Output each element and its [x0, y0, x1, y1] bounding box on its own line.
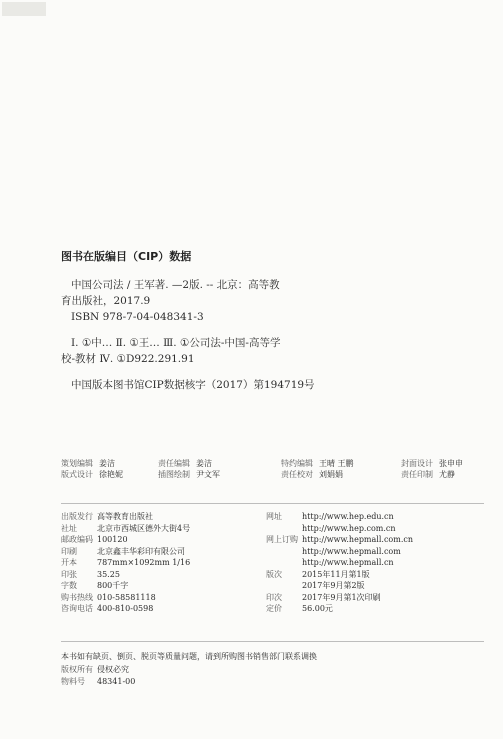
copyright-line: 版权所有 侵权必究 — [61, 664, 129, 674]
info-row: 咨询电话 400-810-0598 — [61, 604, 154, 613]
cip-line-2: 育出版社，2017.9 — [61, 295, 151, 307]
info-row: 网上订购 http://www.hepmall.com.cn — [266, 535, 414, 544]
quality-notice: 本书如有缺页、倒页、脱页等质量问题，请到所购图书销售部门联系调换 — [61, 652, 317, 661]
info-row: 邮政编码 100120 — [61, 535, 128, 544]
item-number-line: 物料号 48341-00 — [61, 677, 136, 686]
publisher-left-column — [61, 511, 190, 615]
cip-block — [61, 248, 481, 393]
cip-class-2: 校-教材 Ⅳ. ①D922.291.91 — [61, 353, 195, 365]
info-row: 社址 北京市西城区德外大街4号 — [61, 523, 191, 533]
credit-illustration: 插图绘制 尹文军 — [158, 470, 220, 479]
info-row: 购书热线 010-58581118 — [61, 592, 156, 602]
info-row: 出版发行 高等教育出版社 — [61, 512, 153, 521]
info-row: 定价 56.00元 — [266, 604, 333, 613]
info-row: 网址 http://www.hep.edu.cn — [266, 512, 394, 521]
cip-class-1: Ⅰ. ①中… Ⅱ. ①王… Ⅲ. ①公司法-中国-高等学 — [71, 337, 281, 349]
info-row: 印次 2017年9月第1次印刷 — [266, 592, 381, 602]
credit-print-supervisor: 责任印制 尤静 — [401, 470, 455, 479]
credit-responsible-editor: 责任编辑 姜洁 — [158, 459, 212, 468]
info-row: 印张 35.25 — [61, 569, 120, 579]
info-row: 2017年9月第2版 — [302, 581, 365, 590]
corner-mark — [2, 2, 46, 16]
divider-top — [61, 503, 484, 504]
cip-isbn: ISBN 978-7-04-048341-3 — [71, 311, 204, 323]
cip-record: 中国版本图书馆CIP数据核字（2017）第194719号 — [71, 379, 315, 391]
credit-layout-design: 版式设计 徐艳妮 — [61, 470, 123, 479]
notice-block — [61, 651, 317, 689]
publisher-right-column — [266, 511, 413, 615]
credit-planning-editor: 策划编辑 姜洁 — [61, 459, 115, 468]
credit-proofreader: 责任校对 刘娟娟 — [281, 470, 343, 479]
info-row: http://www.hep.com.cn — [302, 523, 396, 533]
info-row: http://www.hepmall.com — [302, 546, 401, 556]
credit-cover-design: 封面设计 张申申 — [401, 459, 463, 468]
info-row: 字数 800千字 — [61, 581, 129, 590]
cip-line-1: 中国公司法 / 王军著. —2版. -- 北京：高等教 — [71, 279, 280, 291]
info-row: 版次 2015年11月第1版 — [266, 569, 370, 579]
info-row: 印刷 北京鑫丰华彩印有限公司 — [61, 546, 185, 556]
divider-bottom — [61, 641, 484, 642]
credit-special-editor: 特约编辑 王晴 王鹏 — [281, 459, 354, 468]
info-row: 开本 787mm×1092mm 1/16 — [61, 558, 191, 567]
info-row: http://www.hepmall.cn — [302, 558, 394, 567]
cip-title: 图书在版编目（CIP）数据 — [61, 250, 192, 263]
